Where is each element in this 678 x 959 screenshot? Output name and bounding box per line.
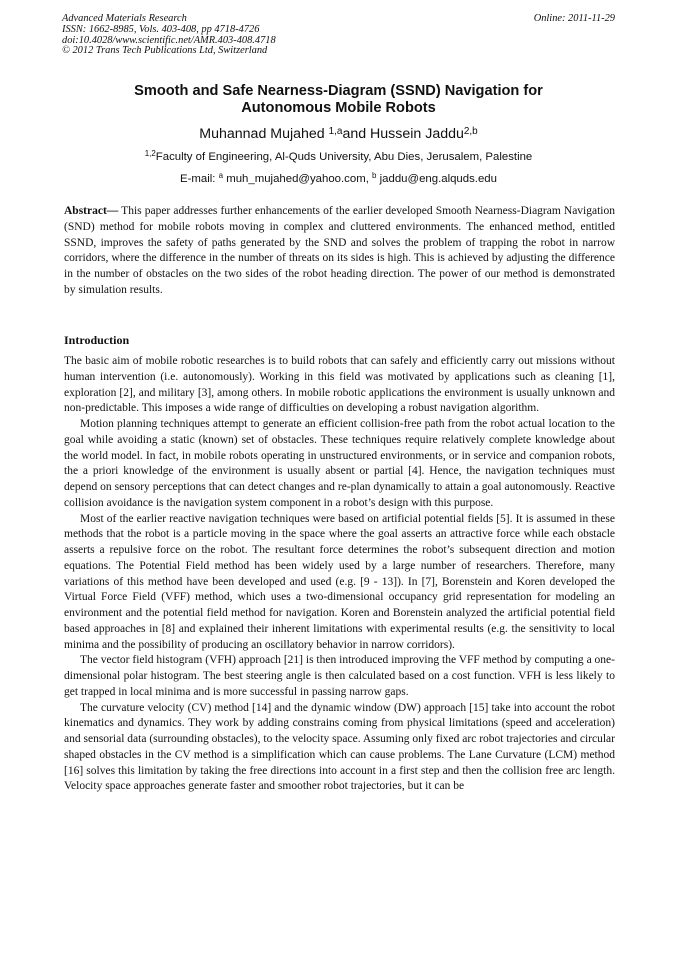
email-label: E-mail: xyxy=(180,173,219,185)
abstract xyxy=(64,204,615,299)
copyright-line: © 2012 Trans Tech Publications Ltd, Switzerland xyxy=(62,45,268,57)
email-sup-b: b xyxy=(372,171,377,181)
email-sup-a: a xyxy=(218,171,224,181)
introduction-body xyxy=(64,354,615,795)
issn-line: ISSN: 1662-8985, Vols. 403-408, pp 4718-4726 xyxy=(62,23,260,35)
author-1-name: Muhannad Mujahed xyxy=(199,126,329,142)
author-connector: and Hussein Jaddu xyxy=(342,126,464,142)
intro-paragraph: Most of the earlier reactive navigation techniques were based on artificial potential fields [5]. It is assumed in these methods that the robot is a particle moving in the space where the goal asserts an attractive force while each obstacle asserts a repulsive force on the robot. The resultant force determines the robot’s subsequent direction and motion equations. The Potential Field method has been widely used by a large number of researchers. Therefore, many variations of this method have been developed and used (e.g. [9 - 13]). In [7], Borenstein and Koren developed the Virtual Force Field (VFF) method, which uses a two-dimensional occupancy grid representation for modeling an environment and the potential field method for navigation. Koren and Borenstein analyzed the artificial potential field based approaches in [8] and explained their inherent limitations with experimental results (e.g. the sensitivity to local minima and the possibility of producing an oscillatory behavior in narrow corridors). xyxy=(64,512,615,651)
author-list xyxy=(62,125,615,143)
abstract-label: Abstract— xyxy=(64,205,119,217)
online-date: Online: 2011-11-29 xyxy=(533,13,615,24)
paper-title xyxy=(62,83,615,117)
email-address-b[interactable]: jaddu@eng.alquds.edu xyxy=(376,173,497,185)
intro-paragraph: The basic aim of mobile robotic researches is to build robots that can safely and efficiently carry out missions without human intervention (i.e. autonomously). Working in this field was motivated by applications such as cleaning [1], exploration [2], and military [3], among others. In mobile robotic applications the environment is usually unknown and non-predictable. This imposes a wide range of difficulties on developing a robust navigation algorithm. xyxy=(64,355,615,415)
intro-paragraph: The vector field histogram (VFH) approach [21] is then introduced improving the VFF method by computing a one-dimensional polar histogram. The best steering angle is then calculated based on a cost function. VFH is less likely to get trapped in local minima and is more successful in passing narrow gaps. xyxy=(64,654,615,698)
affiliation-superscript: 1,2 xyxy=(144,149,156,159)
journal-name: Advanced Materials Research xyxy=(62,13,187,24)
author-2-superscript: 2,b xyxy=(463,125,478,137)
intro-paragraph: The curvature velocity (CV) method [14] and the dynamic window (DW) approach [15] take into account the robot kinematics and dynamics. They work by adding constrains coming from physical limitations (speed and acceleration) and sensorial data (surrounding obstacles), to the velocity space. Assuming only fixed arc robot trajectories and circular shaped obstacles in the CV method is a simplification which can cause problems. The Lane Curvature (LCM) method [16] solves this limitation by taking the free directions into account in a first step and then the collision free arc length. Velocity space approaches generate faster and smoother robot trajectories, but it can be xyxy=(64,701,615,793)
author-1-superscript: 1,a xyxy=(328,125,343,137)
doi-line: doi:10.4028/www.scientific.net/AMR.403-408.4718 xyxy=(62,34,276,46)
journal-header xyxy=(62,14,615,57)
title-line-2: Autonomous Mobile Robots xyxy=(241,100,436,116)
abstract-text: This paper addresses further enhancements of the earlier developed Smooth Nearness-Diagram Navigation (SND) method for mobile robots moving in complex and cluttered environments. The enhanced method, entitled SSND, improves the safety of paths generated by the SND and solves the problem of trapping the robot in narrow corridors, where the difference in the number of threats on its sides is high. This is achieved by adjusting the difference in the number of obstacles on the two sides of the robot heading direction. The power of our method is demonstrated by simulation results. xyxy=(64,205,615,296)
affiliation xyxy=(62,150,615,164)
intro-paragraph: Motion planning techniques attempt to generate an efficient collision-free path from the robot actual location to the goal while avoiding a static (known) set of obstacles. These techniques require relatively complete knowledge about the world model. In fact, in mobile robots operating in unstructured environments, or in service and companion robots, the a priori knowledge of the environment is usually absent or partial [4]. Hence, the navigation techniques must depend on sensory perceptions that can detect changes and re-plan dynamically to attain a goal autonomously. Reactive collision avoidance is the navigation system component in a robot’s design with this purpose. xyxy=(64,418,615,509)
affiliation-text: Faculty of Engineering, Al-Quds University, Abu Dies, Jerusalem, Palestine xyxy=(155,151,533,163)
email-line xyxy=(62,172,615,186)
title-line-1: Smooth and Safe Nearness-Diagram (SSND) Navigation for xyxy=(134,83,543,99)
section-heading-introduction: Introduction xyxy=(64,333,130,347)
email-address-a[interactable]: muh_mujahed@yahoo.com, xyxy=(223,173,373,185)
